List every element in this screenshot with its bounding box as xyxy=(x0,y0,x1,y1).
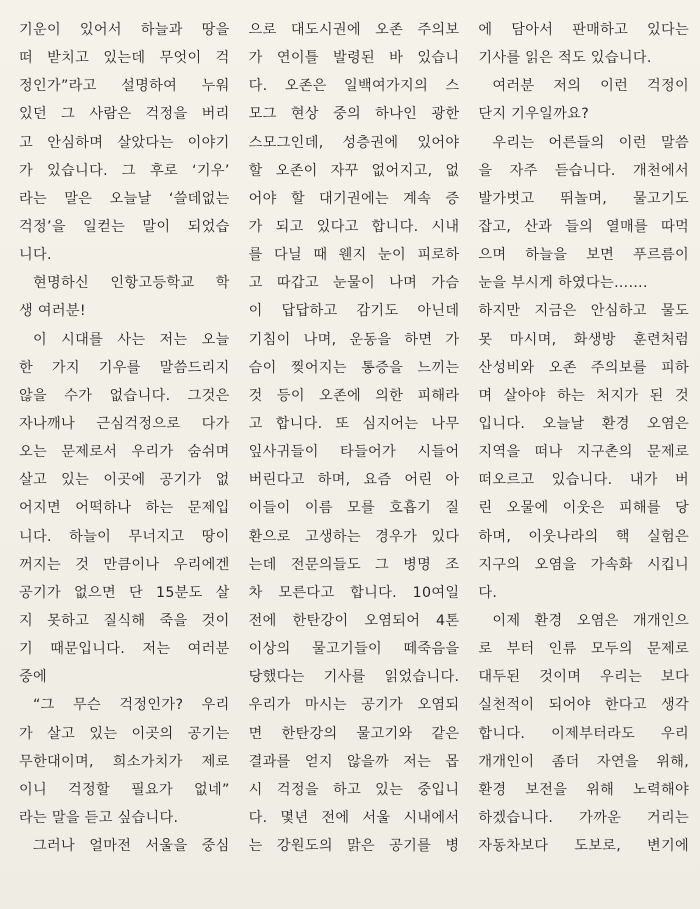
text-line: 이상의 물고기들이 떼죽음을 xyxy=(248,641,460,658)
text-line: 우리는 어른들의 이런 말씀 xyxy=(492,134,690,151)
text-line: 하며, 이웃나라의 핵 실험은 xyxy=(478,528,690,545)
text-line: 지구의 오염을 가속화 시킵니 xyxy=(478,556,690,573)
text-line: 하지만 지금은 안심하고 물도 xyxy=(478,303,690,320)
text-line: 결과를 얻지 않을까 저는 몹 xyxy=(248,753,460,770)
text-line: 잎사귀들이 타들어가 시들어 xyxy=(248,444,460,461)
text-line: 가 있습니다. 그 후로 ‘기우’ xyxy=(19,162,230,179)
text-line: 로 부터 인류 모두의 문제로 xyxy=(478,641,690,658)
text-line: 정인가”라고 설명하여 누워 xyxy=(19,78,230,95)
text-line: 환경 보전을 위해 노력해야 xyxy=(478,781,690,798)
text-line: 기운이 있어서 하늘과 땅을 xyxy=(19,22,230,38)
text-line: 자동차보다 도보로, 변기에 xyxy=(478,838,690,855)
text-line: 시 걱정을 하고 있는 중입니 xyxy=(248,781,460,798)
text-line: 차 모른다고 합니다. 10여일 xyxy=(248,584,460,601)
text-line: 다. xyxy=(478,584,498,601)
text-line: 지 못하고 질식해 죽을 것이 xyxy=(19,612,230,629)
text-line: 할 오존이 자꾸 없어지고, 없 xyxy=(248,162,460,179)
text-column-1 xyxy=(19,16,230,896)
text-line: 어야 할 대기권에는 계속 증 xyxy=(248,190,460,207)
text-line: 떠오르고 있습니다. 내가 버 xyxy=(478,472,690,489)
text-line: 눈을 부시게 하였다는……. xyxy=(478,275,648,292)
text-line: 다. 몇년 전에 서울 시내에서 xyxy=(248,809,460,826)
text-line: 버린다고 하며, 요즘 어린 아 xyxy=(248,472,460,489)
text-line: 슴이 찢어지는 통증을 느끼는 xyxy=(248,359,460,376)
text-line: 기 때문입니다. 저는 여러분 xyxy=(19,641,230,658)
text-line: 으며 하늘을 보면 푸르름이 xyxy=(478,247,690,264)
text-line: 을 자주 듣습니다. 개천에서 xyxy=(478,162,690,179)
text-line: 기사를 읽은 적도 있습니다. xyxy=(478,50,652,67)
text-line: 이제 환경 오염은 개개인으 xyxy=(492,612,690,629)
text-line: 잡고, 산과 들의 열매를 따먹 xyxy=(478,218,690,235)
text-line: 모그 현상 중의 하나인 광한 xyxy=(248,106,460,123)
text-columns xyxy=(19,16,689,896)
text-line: 니다. 하늘이 무너지고 땅이 xyxy=(19,528,230,545)
text-line: 고 따갑고 눈물이 나며 가슴 xyxy=(248,275,460,292)
text-line: 당했다는 기사를 읽었습니다. xyxy=(248,669,460,686)
text-line: 오는 문제로서 우리가 숨쉬며 xyxy=(19,444,230,461)
text-line: 지역을 떠나 지구촌의 문제로 xyxy=(478,444,690,461)
text-line: 무한대이며, 희소가치가 제로 xyxy=(19,753,230,770)
text-line: 는데 전문의들도 그 병명 조 xyxy=(248,556,460,573)
text-line: 환으로 고생하는 경우가 있다 xyxy=(248,528,460,545)
text-line: 전에 한탄강이 오염되어 4톤 xyxy=(248,612,460,629)
text-line: 한 가지 기우를 말씀드리지 xyxy=(19,359,230,376)
text-line: 어지면 어떡하나 하는 문제입 xyxy=(19,500,230,517)
text-line: 하겠습니다. 가까운 거리는 xyxy=(478,809,690,826)
text-line: 기침이 나며, 운동을 하면 가 xyxy=(248,331,460,348)
text-line: 며 살아야 하는 처지가 된 것 xyxy=(478,387,690,404)
text-line: 스모그인데, 성층권에 있어야 xyxy=(248,134,460,151)
text-line: 고 합니다. 또 심지어는 나무 xyxy=(248,415,460,432)
text-line: 개개인이 좀더 자연을 위해, xyxy=(478,753,690,770)
text-line: 는 강원도의 맑은 공기를 병 xyxy=(248,838,460,855)
text-line: 라는 말을 듣고 싶습니다. xyxy=(19,809,179,826)
text-line: 입니다. 오늘날 환경 오염은 xyxy=(478,415,690,432)
text-line: 이니 걱정할 필요가 없네” xyxy=(19,781,230,798)
text-line: 못 마시며, 화생방 훈련처럼 xyxy=(478,331,690,348)
text-line: 이들이 이름 모를 호흡기 질 xyxy=(248,500,460,517)
text-line: 발가벗고 뛰놀며, 물고기도 xyxy=(478,190,690,207)
text-line: “그 무슨 걱정인가? 우리 xyxy=(33,697,230,714)
text-line: 여러분 저의 이런 걱정이 xyxy=(492,78,690,95)
text-line: 가 되고 있다고 합니다. 시내 xyxy=(248,218,460,235)
text-line: 그러나 얼마전 서울을 중심 xyxy=(33,838,230,855)
text-line: 면 한탄강의 물고기와 같은 xyxy=(248,725,460,742)
text-line: 를 다닐 때 웬지 눈이 피로하 xyxy=(248,247,460,264)
text-line: 단지 기우일까요? xyxy=(478,106,590,123)
text-column-3 xyxy=(478,16,689,896)
text-line: 살고 있는 이곳에 공기가 없 xyxy=(19,472,230,489)
text-line: 것 등이 오존에 의한 피해라 xyxy=(248,387,460,404)
text-line: 산성비와 오존 주의보를 피하 xyxy=(478,359,690,376)
text-line: 라는 말은 오늘날 ‘쓸데없는 xyxy=(19,190,230,207)
text-line: 자나깨나 근심걱정으로 다가 xyxy=(19,415,230,432)
text-line: 에 담아서 판매하고 있다는 xyxy=(478,22,690,38)
text-line: 린 오물에 이웃은 피해를 당 xyxy=(478,500,690,517)
text-line: 생 여러분! xyxy=(19,303,86,320)
text-line: 떠 받치고 있는데 무엇이 걱 xyxy=(19,50,230,67)
text-column-2 xyxy=(249,16,460,896)
text-line: 공기가 없으면 단 15분도 살 xyxy=(19,584,230,601)
text-line: 대두된 것이며 우리는 보다 xyxy=(478,669,690,686)
text-line: 가 연이틀 발령된 바 있습니 xyxy=(248,50,460,67)
text-line: 현명하신 인항고등학교 학 xyxy=(33,275,230,292)
text-line: 합니다. 이제부터라도 우리 xyxy=(478,725,690,742)
text-line: 가 살고 있는 이곳의 공기는 xyxy=(19,725,230,742)
text-line: 고 안심하며 살았다는 이야기 xyxy=(19,134,230,151)
text-line: 으로 대도시권에 오존 주의보 xyxy=(248,22,460,38)
text-line: 다. 오존은 일백여가지의 스 xyxy=(248,78,460,95)
text-line: 실천적이 되어야 한다고 생각 xyxy=(478,697,690,714)
text-line: 이 답답하고 감기도 아닌데 xyxy=(248,303,460,320)
text-line: 니다. xyxy=(19,247,52,264)
text-line: 있던 그 사람은 걱정을 버리 xyxy=(19,106,230,123)
text-line: 이 시대를 사는 저는 오늘 xyxy=(33,331,230,348)
text-line: 중에 xyxy=(19,669,48,686)
text-line: 우리가 마시는 공기가 오염되 xyxy=(248,697,460,714)
text-line: 꺼지는 것 만큼이나 우리에겐 xyxy=(19,556,230,573)
text-line: 않을 수가 없습니다. 그것은 xyxy=(19,387,230,404)
text-line: 걱정’을 일컫는 말이 되었습 xyxy=(19,218,230,235)
